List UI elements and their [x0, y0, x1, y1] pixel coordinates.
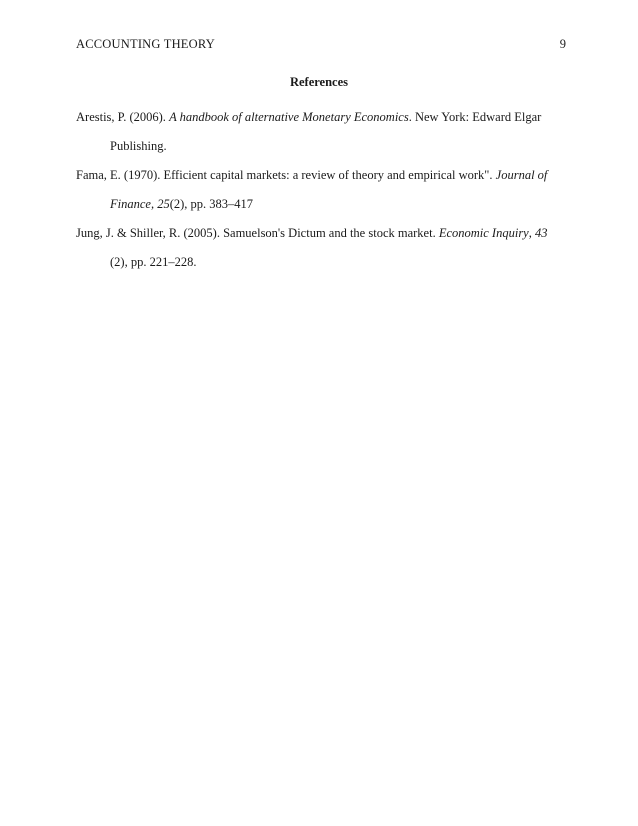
reference-text: Arestis, P. (2006).: [76, 110, 170, 124]
reference-text: (2), pp. 221–228.: [110, 255, 197, 269]
running-head: ACCOUNTING THEORY: [76, 37, 215, 51]
reference-title-italic: A handbook of alternative Monetary Economics: [169, 110, 409, 124]
reference-journal-italic: Journal of Finance, 25: [110, 168, 548, 211]
reference-text: Fama, E. (1970). Efficient capital markets: a review of theory and empirical work".: [76, 168, 496, 182]
reference-text: (2), pp. 383–417: [169, 197, 254, 211]
references-heading: References: [289, 75, 349, 89]
reference-volume-italic: 43: [534, 226, 548, 240]
reference-item-jung-shiller: [76, 219, 566, 277]
reference-journal-italic: Economic Inquiry: [438, 226, 529, 240]
reference-item-fama: [76, 161, 566, 219]
reference-item-arestis: [76, 103, 566, 161]
reference-text: Jung, J. & Shiller, R. (2005). Samuelson's Dictum and the stock market.: [76, 226, 439, 240]
reference-list: [76, 103, 566, 277]
page-number: 9: [559, 37, 566, 51]
reference-text: ,: [528, 226, 535, 240]
reference-text: . New York: Edward Elgar Publishing.: [110, 110, 542, 153]
